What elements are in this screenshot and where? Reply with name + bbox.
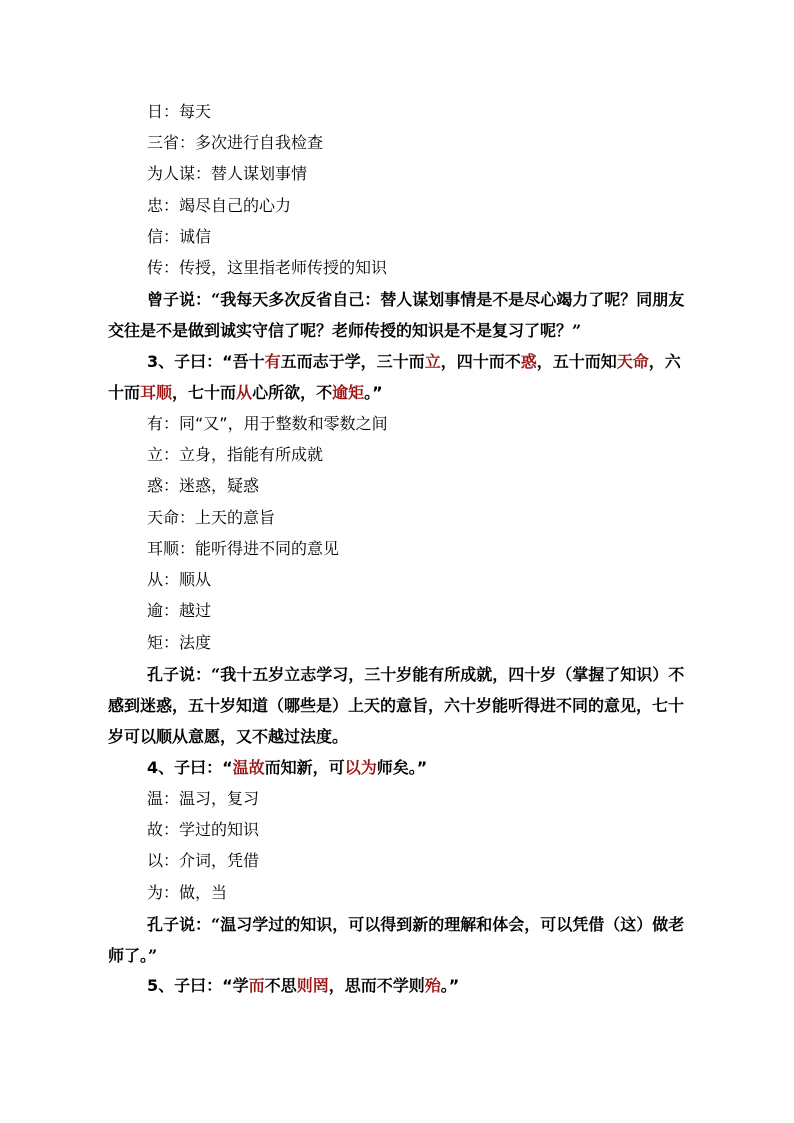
translation-zengzi: 曾子说：“我每天多次反省自己：替人谋划事情是不是尽心竭力了呢？同朋友交往是不是做到诚实守信了呢？老师传授的知识是不是复习了呢？” xyxy=(108,290,685,340)
gloss-weirenmou: 为人谋：替人谋划事情 xyxy=(147,164,308,183)
gloss-tianming: 天命：上天的意旨 xyxy=(147,508,276,527)
verse-4: 4、子曰：“温故而知新，可以为师矣。” xyxy=(147,758,428,777)
gloss-gu: 故：学过的知识 xyxy=(147,820,260,839)
gloss-xin: 信：诚信 xyxy=(147,227,212,246)
gloss-ju: 矩：法度 xyxy=(147,633,212,652)
gloss-chuan: 传：传授，这里指老师传授的知识 xyxy=(147,258,388,277)
gloss-zhong: 忠：竭尽自己的心力 xyxy=(147,196,292,215)
translation-kongzi-4: 孔子说：“温习学过的知识，可以得到新的理解和体会，可以凭借（这）做老师了。” xyxy=(108,915,685,965)
gloss-sanxing: 三省：多次进行自我检查 xyxy=(147,133,324,152)
gloss-cong: 从：顺从 xyxy=(147,570,212,589)
gloss-huo: 惑：迷惑，疑惑 xyxy=(147,476,260,495)
gloss-yi: 以：介词，凭借 xyxy=(147,851,260,870)
gloss-yu: 逾：越过 xyxy=(147,601,212,620)
verse-3: 3、子曰：“吾十有五而志于学，三十而立，四十而不惑，五十而知天命，六十而耳顺，七十而从心所欲，不逾矩。” xyxy=(108,352,681,402)
gloss-ri: 日：每天 xyxy=(147,102,212,121)
gloss-ershun: 耳顺：能听得进不同的意见 xyxy=(147,539,340,558)
gloss-wei: 为：做，当 xyxy=(147,883,228,902)
gloss-wen: 温：温习，复习 xyxy=(147,789,260,808)
translation-kongzi-3: 孔子说：“我十五岁立志学习，三十岁能有所成就，四十岁（掌握了知识）不感到迷惑，五十岁知道（哪些是）上天的意旨，六十岁能听得进不同的意见，七十岁可以顺从意愿，又不越过法度。 xyxy=(108,665,685,746)
gloss-you: 有：同“又”，用于整数和零数之间 xyxy=(147,414,388,433)
verse-5: 5、子曰：“学而不思则罔，思而不学则殆。” xyxy=(147,976,460,995)
gloss-li: 立：立身，指能有所成就 xyxy=(147,445,324,464)
